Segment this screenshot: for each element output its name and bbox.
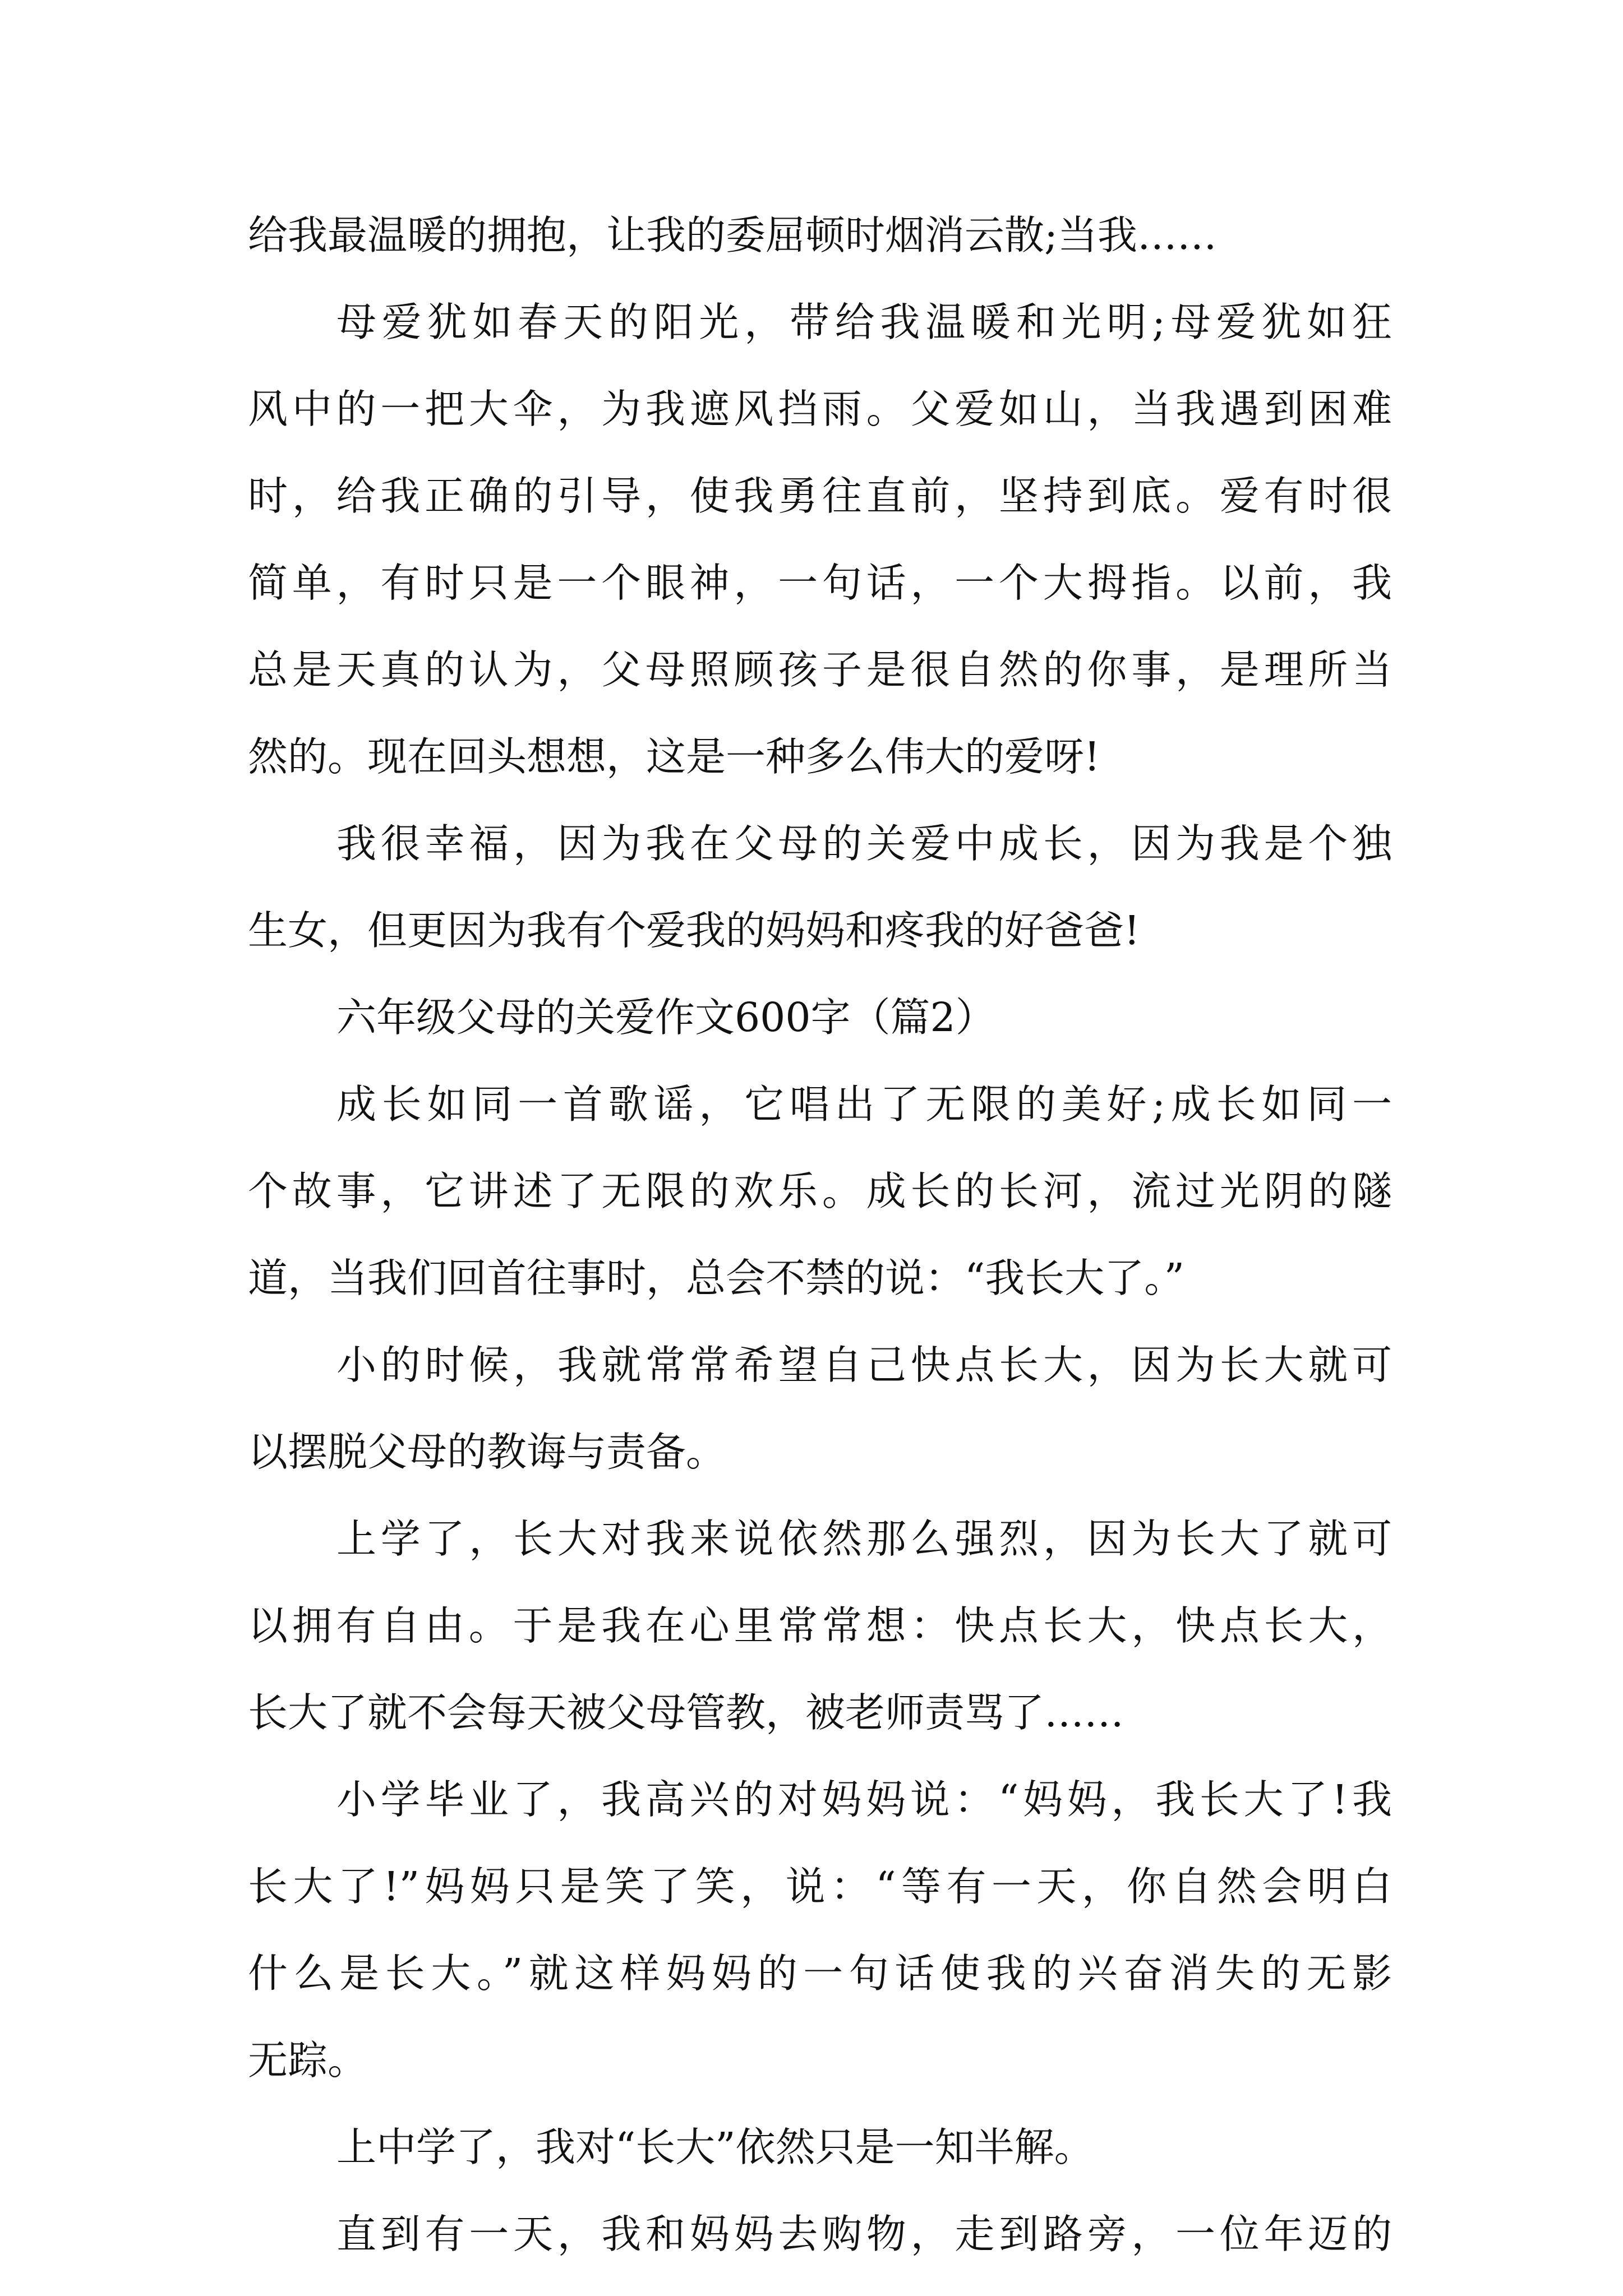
- text-line: 长大了就不会每天被父母管教，被老师责骂了……: [248, 1689, 1124, 1736]
- text-line: 简单，有时只是一个眼神，一句话，一个大拇指。以前，我: [248, 560, 1392, 606]
- text-line: 个故事，它讲述了无限的欢乐。成长的长河，流过光阴的隧: [248, 1168, 1392, 1214]
- paragraph-first-line: 我很幸福，因为我在父母的关爱中成长，因为我是个独: [336, 820, 1392, 867]
- text-line: 生女，但更因为我有个爱我的妈妈和疼我的好爸爸!: [248, 907, 1140, 954]
- text-line: 以摆脱父母的教诲与责备。: [248, 1429, 726, 1475]
- paragraph-first-line: 成长如同一首歌谣，它唱出了无限的美好;成长如同一: [336, 1081, 1392, 1128]
- text-line: 长大了!”妈妈只是笑了笑，说：“等有一天，你自然会明白: [248, 1863, 1392, 1910]
- paragraph-first-line: 上学了，长大对我来说依然那么强烈，因为长大了就可: [336, 1516, 1392, 1562]
- paragraph-first-line: 直到有一天，我和妈妈去购物，走到路旁，一位年迈的: [336, 2211, 1392, 2257]
- text-line: 无踪。: [248, 2037, 368, 2084]
- text-line: 风中的一把大伞，为我遮风挡雨。父爱如山，当我遇到困难: [248, 386, 1392, 432]
- text-line: 然的。现在回头想想，这是一种多么伟大的爱呀!: [248, 733, 1100, 780]
- text-line: 以拥有自由。于是我在心里常常想：快点长大，快点长大，: [248, 1602, 1392, 1649]
- document-page: [248, 210, 1392, 2296]
- paragraph-first-line: 小的时候，我就常常希望自己快点长大，因为长大就可: [336, 1342, 1392, 1388]
- paragraph-first-line: 母爱犹如春天的阳光，带给我温暖和光明;母爱犹如狂: [336, 299, 1392, 345]
- text-line: 给我最温暖的拥抱，让我的委屈顿时烟消云散;当我……: [248, 212, 1217, 258]
- text-line: 总是天真的认为，父母照顾孩子是很自然的你事，是理所当: [248, 646, 1392, 693]
- section-heading: 六年级父母的关爱作文600字（篇2）: [336, 994, 995, 1041]
- text-line: 道，当我们回首往事时，总会不禁的说：“我长大了。”: [248, 1255, 1185, 1301]
- text-line: 什么是长大。”就这样妈妈的一句话使我的兴奋消失的无影: [248, 1950, 1392, 1997]
- paragraph-first-line: 小学毕业了，我高兴的对妈妈说：“妈妈，我长大了!我: [336, 1776, 1392, 1823]
- paragraph-first-line: 上中学了，我对“长大”依然只是一知半解。: [336, 2124, 1094, 2170]
- text-line: 时，给我正确的引导，使我勇往直前，坚持到底。爱有时很: [248, 473, 1392, 519]
